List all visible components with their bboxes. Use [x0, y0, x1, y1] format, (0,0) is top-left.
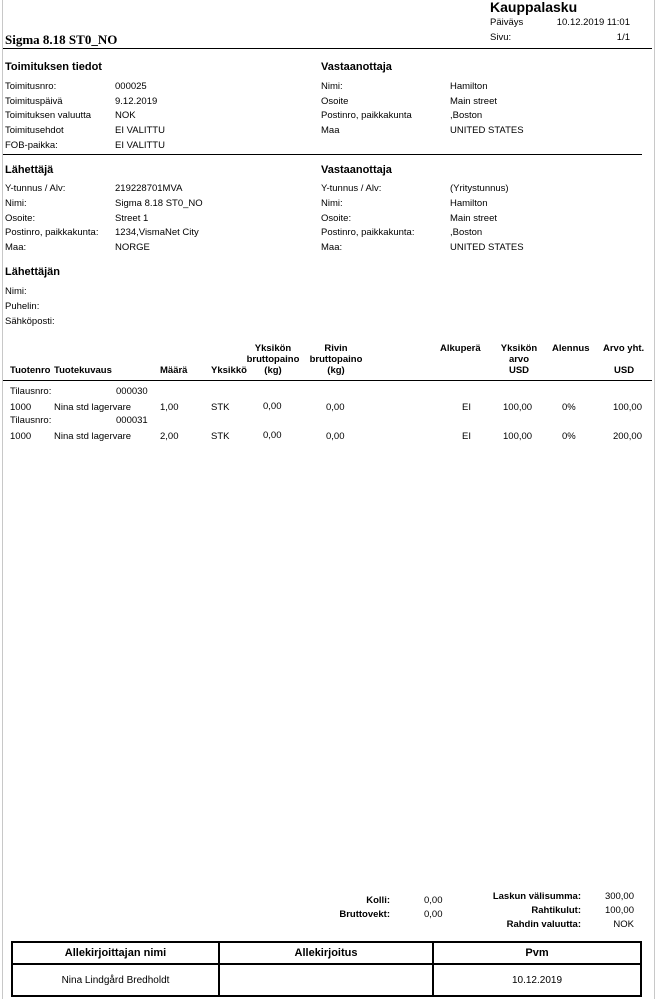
document-title: Kauppalasku [490, 0, 578, 15]
col-header-row-weight [306, 343, 366, 376]
order-label: Tilausnro: [10, 386, 52, 397]
recipient-value: UNITED STATES [450, 125, 524, 136]
col-header-unit-weight-line3: (kg) [264, 365, 282, 376]
delivery-label: Toimituspäivä [5, 96, 63, 107]
page-right-edge [654, 0, 655, 999]
order-number: 000031 [116, 415, 148, 426]
recipient-value: ,Boston [450, 227, 483, 238]
cell-row-weight: 0,00 [326, 402, 345, 413]
delivery-value: NOK [115, 110, 136, 121]
cell-quantity: 1,00 [160, 402, 179, 413]
col-header-discount: Alennus [552, 343, 590, 354]
cell-total: 200,00 [612, 431, 642, 442]
sender-value: Sigma 8.18 ST0_NO [115, 198, 203, 209]
sender-label: Y-tunnus / Alv: [5, 183, 66, 194]
sender-section-title: Lähettäjä [5, 164, 54, 176]
cell-product-no: 1000 [10, 431, 32, 442]
sender-value: Street 1 [115, 213, 149, 224]
cell-quantity: 2,00 [160, 431, 179, 442]
recipient-value: UNITED STATES [450, 242, 524, 253]
cell-origin: EI [462, 431, 471, 442]
cell-unit-value: 100,00 [503, 402, 533, 413]
sender-contact-title: Lähettäjän [5, 266, 61, 278]
col-header-unit-value [494, 343, 544, 376]
order-label: Tilausnro: [10, 415, 52, 426]
cell-discount: 0% [562, 431, 576, 442]
cell-unit: STK [211, 402, 230, 413]
delivery-value: 9.12.2019 [115, 96, 158, 107]
page-value: 1/1 [616, 32, 630, 43]
cell-product-no: 1000 [10, 402, 32, 413]
delivery-label: Toimituksen valuutta [5, 110, 92, 121]
cell-discount: 0% [562, 402, 576, 413]
recipient-label: Osoite: [321, 213, 352, 224]
subtotal-value: 300,00 [604, 891, 634, 902]
delivery-label: FOB-paikka: [5, 140, 58, 151]
col-header-unit-value-line2: arvo [508, 354, 530, 365]
signature-date: 10.12.2019 [433, 964, 641, 996]
sender-label: Nimi: [5, 198, 27, 209]
sender-label: Osoite: [5, 213, 36, 224]
date-label: Päiväys [490, 17, 524, 28]
subtotal-label: Laskun välisumma: [492, 891, 581, 902]
brutto-label: Bruttovekt: [339, 909, 390, 920]
signature-field [219, 964, 433, 996]
col-header-row-weight-line2: bruttopaino [309, 354, 363, 365]
col-header-unit-weight-line2: bruttopaino [246, 354, 300, 365]
recipient-value: Main street [450, 96, 497, 107]
page-label: Sivu: [490, 32, 512, 43]
delivery-label: Toimitusehdot [5, 125, 64, 136]
recipient-label: Maa: [321, 242, 343, 253]
delivery-value: 000025 [115, 81, 147, 92]
company-title: Sigma 8.18 ST0_NO [5, 32, 118, 47]
cell-row-weight: 0,00 [326, 431, 345, 442]
recipient-label: Osoite [321, 96, 349, 107]
signature-table [11, 941, 642, 997]
recipient-value: Hamilton [450, 81, 488, 92]
order-number: 000030 [116, 386, 148, 397]
col-header-unit-weight [243, 343, 303, 376]
recipient-value: Hamilton [450, 198, 488, 209]
recipient-label: Nimi: [321, 198, 343, 209]
col-header-product-no: Tuotenro [10, 365, 51, 376]
date-value: 10.12.2019 11:01 [556, 17, 630, 28]
cell-origin: EI [462, 402, 471, 413]
sender-contact-name-label: Nimi: [5, 286, 27, 297]
col-header-unit-weight-line1: Yksikön [254, 343, 292, 354]
sender-contact-phone-label: Puhelin: [5, 301, 40, 312]
recipient-value: (Yritystunnus) [450, 183, 509, 194]
col-header-row-weight-line1: Rivin [324, 343, 348, 354]
sender-value: 1234,VismaNet City [115, 227, 199, 238]
delivery-value: EI VALITTU [115, 140, 165, 151]
freight-currency-label: Rahdin valuutta: [506, 919, 581, 930]
signature-header-signature: Allekirjoitus [219, 942, 433, 964]
recipient-label: Maa [321, 125, 340, 136]
cell-unit-value: 100,00 [503, 431, 533, 442]
freight-label: Rahtikulut: [531, 905, 581, 916]
recipient-value: ,Boston [450, 110, 483, 121]
delivery-label: Toimitusnro: [5, 81, 57, 92]
recipient-label: Y-tunnus / Alv: [321, 183, 382, 194]
cell-total: 100,00 [612, 402, 642, 413]
brutto-value: 0,00 [424, 909, 443, 920]
col-header-origin: Alkuperä [440, 343, 481, 354]
col-header-description: Tuotekuvaus [54, 365, 112, 376]
signer-name: Nina Lindgård Bredholdt [12, 964, 219, 996]
recipient-label: Postinro, paikkakunta [321, 110, 412, 121]
delivery-value: EI VALITTU [115, 125, 165, 136]
sender-label: Maa: [5, 242, 27, 253]
recipient-label: Nimi: [321, 81, 343, 92]
signature-header-date: Pvm [433, 942, 641, 964]
cell-description: Nina std lagervare [54, 431, 132, 442]
page-left-edge [2, 0, 3, 999]
delivery-section-title: Toimituksen tiedot [5, 61, 102, 73]
col-header-total: Arvo yht. [603, 343, 645, 354]
recipient-section-title: Vastaanottaja [321, 164, 392, 176]
col-header-unit-value-line3: USD [508, 365, 530, 376]
col-header-unit: Yksikkö [211, 365, 247, 376]
sender-contact-email-label: Sähköposti: [5, 316, 55, 327]
section-divider [3, 154, 642, 155]
cell-unit-weight: 0,00 [263, 401, 282, 412]
sender-value: 219228701MVA [115, 183, 183, 194]
col-header-total-currency: USD [614, 365, 635, 376]
col-header-quantity: Määrä [160, 365, 188, 376]
recipient-value: Main street [450, 213, 497, 224]
header-divider [3, 48, 652, 49]
sender-label: Postinro, paikkakunta: [5, 227, 99, 238]
cell-unit: STK [211, 431, 230, 442]
signature-header-signer: Allekirjoittajan nimi [12, 942, 219, 964]
col-header-unit-value-line1: Yksikön [500, 343, 538, 354]
kolli-label: Kolli: [366, 895, 390, 906]
cell-description: Nina std lagervare [54, 402, 132, 413]
freight-value: 100,00 [604, 905, 634, 916]
cell-unit-weight: 0,00 [263, 430, 282, 441]
kolli-value: 0,00 [424, 895, 443, 906]
sender-value: NORGE [115, 242, 150, 253]
freight-currency-value: NOK [613, 919, 634, 930]
recipient-section-title: Vastaanottaja [321, 61, 392, 73]
table-header-divider [3, 380, 652, 381]
col-header-row-weight-line3: (kg) [327, 365, 345, 376]
recipient-label: Postinro, paikkakunta: [321, 227, 415, 238]
